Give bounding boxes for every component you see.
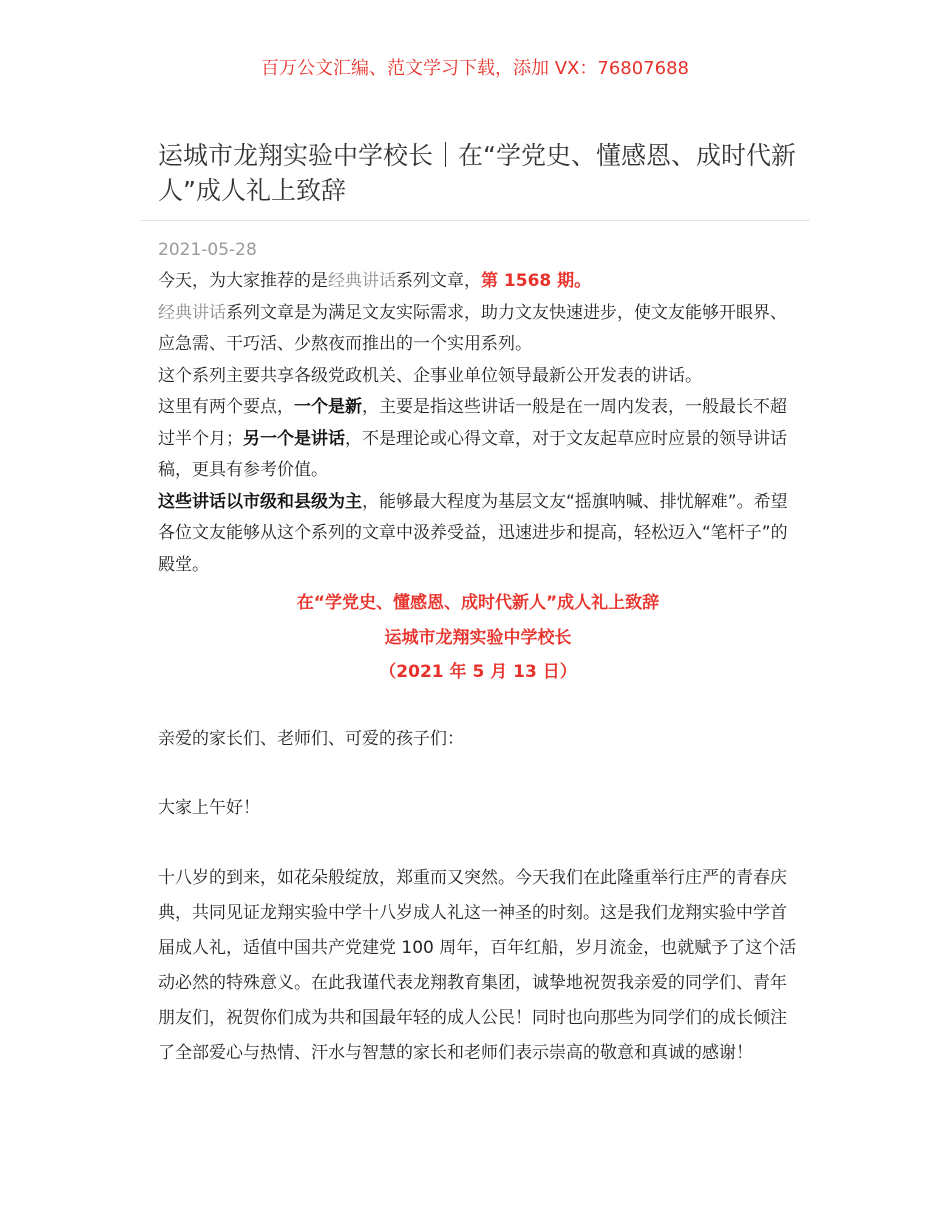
intro-paragraph-1 — [158, 266, 798, 298]
salutation: 亲爱的家长们、老师们、可爱的孩子们： — [158, 729, 464, 749]
bold-point: 另一个是讲话 — [243, 428, 345, 449]
intro-paragraph-3: 这个系列主要共享各级党政机关、企事业单位领导最新公开发表的讲话。 — [158, 365, 702, 386]
intro-text: 这里有两个要点， — [158, 397, 294, 417]
intro-text: ，能够最大程度为基层文友“摇旗呐喊、排忧解难”。希望各位文友能够从这个系列的文章中汲养受益，迅速进步和提高，轻松迈入“笔杆子”的殿堂。 — [158, 491, 788, 575]
issue-number: 第 1568 期。 — [481, 271, 592, 291]
bold-point: 这些讲话以市级和县级为主 — [158, 491, 362, 512]
speech-date: （2021 年 5 月 13 日） — [379, 662, 577, 682]
greeting: 大家上午好！ — [158, 798, 260, 818]
speech-header — [158, 586, 798, 690]
intro-paragraph-5 — [158, 487, 798, 582]
intro-text: 系列文章是为满足文友实际需求，助力文友快速进步，使文友能够开眼界、应急需、干巧活、少熬夜而推出的一个实用系列。 — [158, 302, 787, 354]
title-divider — [140, 220, 810, 221]
series-link[interactable]: 经典讲话 — [328, 271, 396, 291]
intro-text: 今天，为大家推荐的是 — [158, 271, 328, 291]
speech-heading: 在“学党史、懂感恩、成时代新人”成人礼上致辞 — [296, 593, 660, 613]
intro-paragraph-4 — [158, 392, 798, 487]
intro-text: ，不是理论或心得文章，对于文友起草应时应景的领导讲话稿，更具有参考价值。 — [158, 428, 787, 480]
publish-date: 2021-05-28 — [158, 240, 257, 260]
intro-paragraph-2 — [158, 298, 798, 361]
series-link[interactable]: 经典讲话 — [158, 302, 226, 323]
speech-author: 运城市龙翔实验中学校长 — [384, 627, 572, 648]
intro-section — [158, 266, 798, 581]
bold-point: 一个是新 — [294, 397, 362, 417]
speech-paragraph-1: 十八岁的到来，如花朵般绽放，郑重而又突然。今天我们在此隆重举行庄严的青春庆典，共同见证龙翔实验中学十八岁成人礼这一神圣的时刻。这是我们龙翔实验中学首届成人礼，适值中国共产党建党 100 周年，百年红船，岁月流金，也就赋予了这个活动必然的特殊意义。在此我谨代表龙翔教育集团，诚挚地祝贺我亲爱的同学们、青年朋友们，祝贺你们成为共和国最年轻的成人公民！同时也向那些为同学们的成长倾注了全部爱心与热情、汗水与智慧的家长和老师们表示崇高的敬意和真诚的感谢！ — [158, 868, 797, 1063]
intro-text: 系列文章， — [396, 271, 481, 291]
promo-banner: 百万公文汇编、范文学习下载，添加 VX：76807688 — [261, 58, 689, 79]
article-title: 运城市龙翔实验中学校长｜在“学党史、懂感恩、成时代新人”成人礼上致辞 — [158, 141, 796, 205]
intro-text: ，主要是指这些讲话一般是在一周内发表，一般最长不超过半个月； — [158, 397, 787, 449]
